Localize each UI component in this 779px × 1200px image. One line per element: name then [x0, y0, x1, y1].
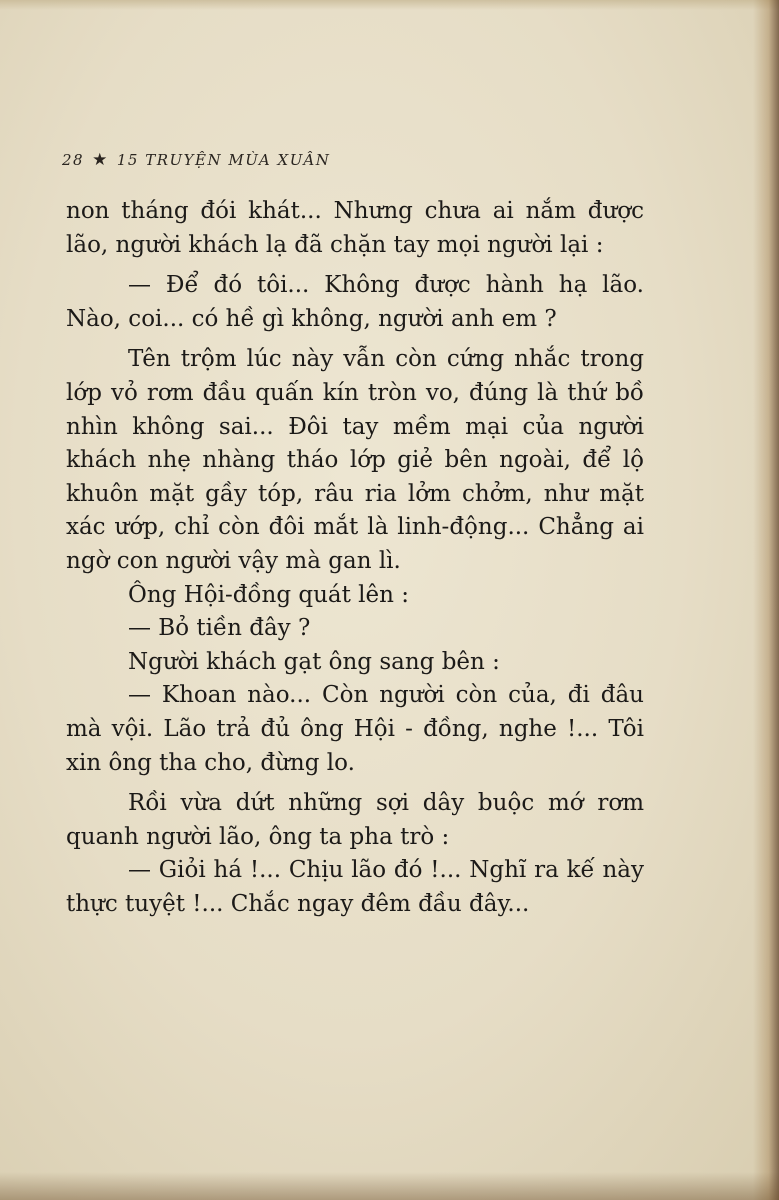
page-binding-edge	[753, 0, 779, 1200]
star-ornament-icon: ★	[92, 150, 109, 170]
paragraph: Rồi vừa dứt những sợi dây buộc mớ rơm quanh người lão, ông ta pha trò :	[66, 790, 644, 850]
running-header	[62, 150, 330, 170]
paragraph: — Để đó tôi... Không được hành hạ lão. Nào, coi... có hề gì không, người anh em ?	[66, 272, 644, 332]
book-title: 15 TRUYỆN MÙA XUÂN	[116, 151, 331, 169]
body-text	[66, 195, 644, 921]
paragraph: Ông Hội-đồng quát lên :	[128, 581, 410, 608]
page-number: 28	[62, 151, 85, 169]
paragraph: Người khách gạt ông sang bên :	[128, 648, 500, 675]
paragraph: — Khoan nào... Còn người còn của, đi đâu mà vội. Lão trả đủ ông Hội - đồng, nghe !... Tôi xin ông tha cho, đừng lo.	[66, 682, 644, 776]
paragraph: non tháng đói khát... Nhưng chưa ai nắm được lão, người khách lạ đã chặn tay mọi người lại :	[66, 198, 644, 258]
page-bottom-edge	[0, 1172, 779, 1200]
paragraph: — Bỏ tiền đây ?	[128, 615, 311, 642]
page-top-edge	[0, 0, 779, 10]
paragraph: — Giỏi há !... Chịu lão đó !... Nghĩ ra kế này thực tuyệt !... Chắc ngay đêm đầu đây...	[66, 857, 644, 917]
paragraph: Tên trộm lúc này vẫn còn cứng nhắc trong lớp vỏ rơm đầu quấn kín tròn vo, đúng là thứ bồ nhìn không sai... Đôi tay mềm mại của người khách nhẹ nhàng tháo lớp giẻ bên ngoài, để lộ khuôn mặt gầy tóp, râu ria lởm chởm, như mặt xác ướp, chỉ còn đôi mắt là linh-động... Chẳng ai ngờ con người vậy mà gan lì.	[66, 346, 644, 574]
